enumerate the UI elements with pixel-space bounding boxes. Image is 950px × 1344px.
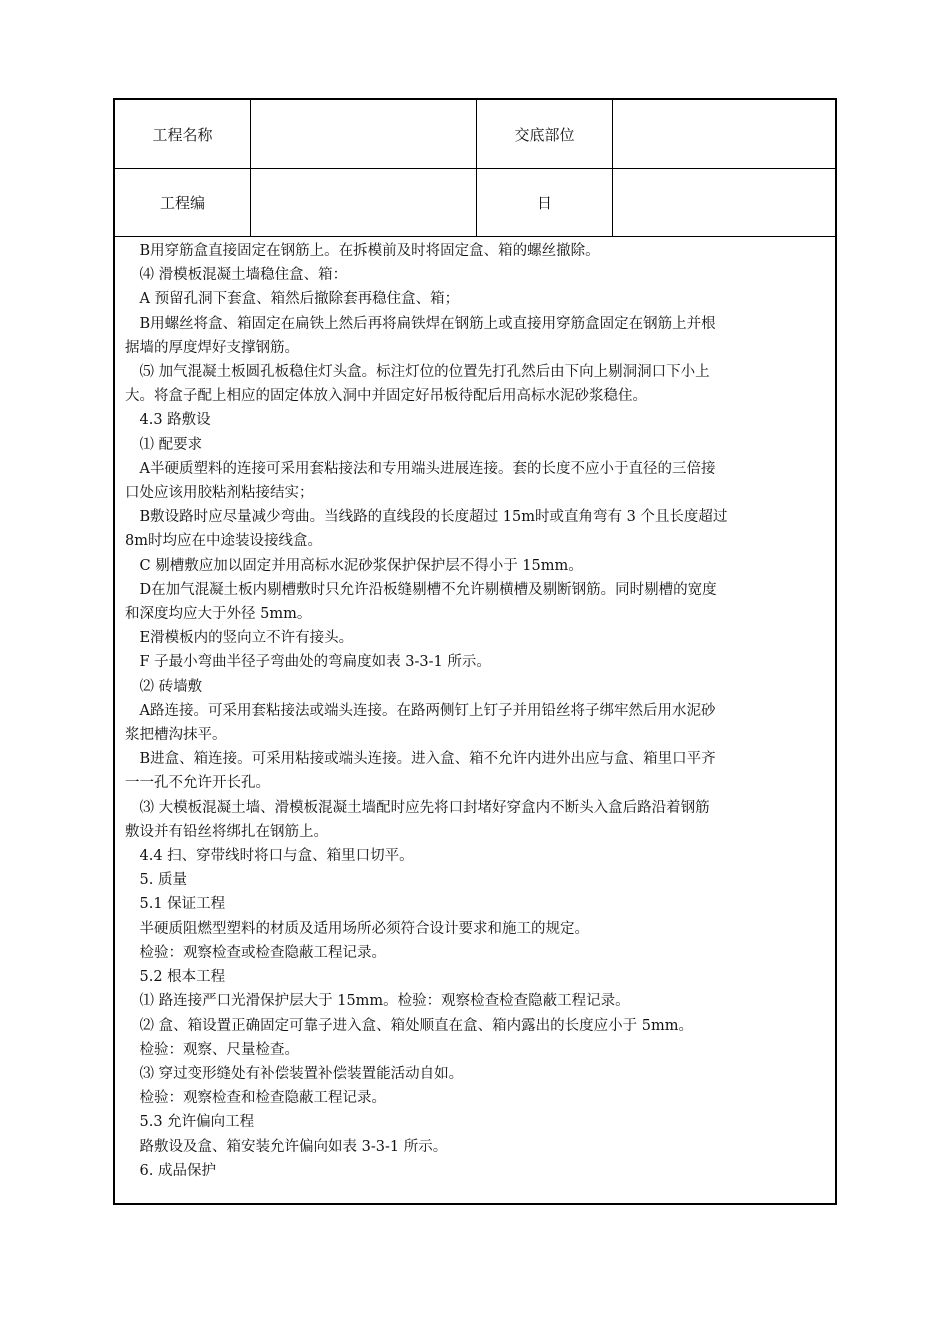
- body-line: 5.3 允许偏向工程: [125, 1114, 255, 1131]
- disclosure-part-label: 交底部位: [477, 100, 613, 168]
- body-line: 5.2 根本工程: [125, 969, 226, 986]
- body-line: ⑵ 盒、箱设置正确固定可靠子进入盒、箱处顺直在盒、箱内露出的长度应小于 5mm。: [125, 1017, 693, 1034]
- project-name-value: [251, 100, 477, 168]
- body-line: 检验：观察检查或检查隐蔽工程记录。: [125, 944, 386, 961]
- body-line: A 预留孔洞下套盒、箱然后撤除套再稳住盒、箱；: [125, 291, 460, 308]
- body-line: ⑶ 穿过变形缝处有补偿装置补偿装置能活动自如。: [125, 1065, 464, 1082]
- body-line: 检验：观察检查和检查隐蔽工程记录。: [125, 1090, 386, 1107]
- body-line: ⑶ 大模板混凝土墙、滑模板混凝土墙配时应先将口封堵好穿盒内不断头入盒后路沿着钢筋: [125, 799, 710, 816]
- body-line: 大。将盒子配上相应的固定体放入洞中并固定好吊板待配后用高标水泥砂浆稳住。: [125, 388, 647, 405]
- project-number-label: 工程编: [115, 168, 251, 236]
- body-line: 据墙的厚度焊好支撑钢筋。: [125, 339, 299, 356]
- body-line: ⑷ 滑模板混凝土墙稳住盒、箱：: [125, 267, 348, 284]
- header-row: [115, 100, 835, 169]
- body-line: 半硬质阻燃型塑料的材质及适用场所必须符合设计要求和施工的规定。: [125, 920, 589, 937]
- body-line: 5. 质量: [125, 872, 187, 889]
- header-row: [115, 168, 835, 237]
- body-line: C 剔槽敷应加以固定并用高标水泥砂浆保护保护层不得小于 15mm。: [125, 557, 583, 574]
- body-line: 浆把槽沟抹平。: [125, 727, 227, 744]
- body-line: B用穿筋盒直接固定在钢筋上。在拆模前及时将固定盒、箱的螺丝撤除。: [125, 243, 600, 259]
- project-number-value: [251, 168, 477, 236]
- body-line: 8m时均应在中途装设接线盒。: [125, 533, 322, 550]
- body-line: 路敷设及盒、箱安装允许偏向如表 3-3-1 所示。: [125, 1138, 448, 1155]
- body-line: ⑴ 配要求: [125, 436, 203, 453]
- body-line: ⑴ 路连接严口光滑保护层大于 15mm。检验：观察检查检查隐蔽工程记录。: [125, 993, 630, 1010]
- project-name-label: 工程名称: [115, 100, 251, 168]
- body-line: B敷设路时应尽量减少弯曲。当线路的直线段的长度超过 15m时或直角弯有 3 个且长度超过: [125, 509, 728, 526]
- body-line: B用螺丝将盒、箱固定在扁铁上然后再将扁铁焊在钢筋上或直接用穿筋盒固定在钢筋上并根: [125, 315, 716, 332]
- body-line: A半硬质塑料的连接可采用套粘接法和专用端头进展连接。套的长度不应小于直径的三倍接: [125, 460, 716, 477]
- body-line: 敷设并有铅丝将绑扎在钢筋上。: [125, 823, 328, 840]
- body-line: F 子最小弯曲半径子弯曲处的弯扁度如表 3-3-1 所示。: [125, 654, 491, 671]
- body-line: A路连接。可采用套粘接法或端头连接。在路两侧钉上钉子并用铅丝将子绑牢然后用水泥砂: [125, 702, 716, 719]
- body-line: E滑模板内的竖向立不许有接头。: [125, 630, 354, 647]
- disclosure-form: [113, 98, 837, 1205]
- body-line: ⑵ 砖墙敷: [125, 678, 203, 695]
- body-line: ⑸ 加气混凝土板圆孔板稳住灯头盒。标注灯位的位置先打孔然后由下向上剔洞洞口下小上: [125, 364, 710, 381]
- disclosure-part-value: [613, 100, 835, 168]
- body-line: 4.3 路敷设: [125, 412, 211, 429]
- form-header-table: [115, 100, 835, 236]
- body-line: 检验：观察、尺量检查。: [125, 1041, 299, 1058]
- body-line: 4.4 扫、穿带线时将口与盒、箱里口切平。: [125, 848, 414, 865]
- body-line: 6. 成品保护: [125, 1162, 216, 1179]
- body-line: 一一孔不允许开长孔。: [125, 775, 270, 792]
- body-line: B进盒、箱连接。可采用粘接或端头连接。进入盒、箱不允许内进外出应与盒、箱里口平齐: [125, 751, 716, 768]
- disclosure-body-text: [125, 239, 829, 1183]
- body-line: 和深度均应大于外径 5mm。: [125, 606, 312, 623]
- body-line: 口处应该用胶粘剂粘接结实；: [125, 485, 314, 502]
- date-label: 日: [477, 168, 613, 236]
- body-line: 5.1 保证工程: [125, 896, 226, 913]
- body-line: D在加气混凝土板内剔槽敷时只允许沿板缝剔槽不允许剔横槽及剔断钢筋。同时剔槽的宽度: [125, 581, 717, 598]
- date-value: [613, 168, 835, 236]
